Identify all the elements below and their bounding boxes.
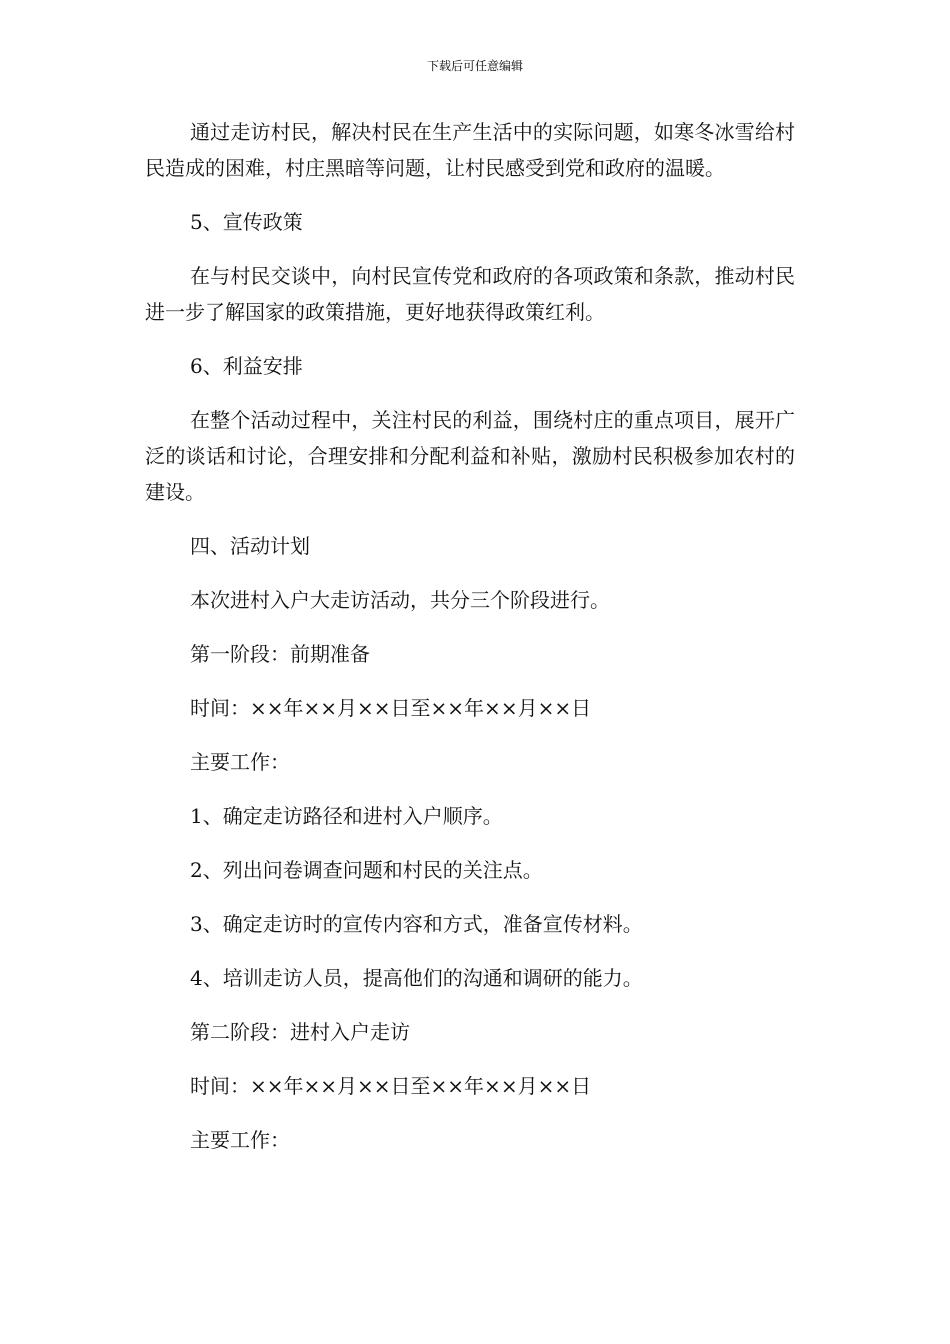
stage-two-time: 时间：××年××月××日至××年××月××日 [190,1074,592,1098]
heading-stage-two: 第二阶段：进村入户走访 [190,1020,410,1044]
paragraph-visit-solve-problems: 通过走访村民，解决村民在生产生活中的实际问题，如寒冬冰雪给村民造成的困难，村庄黑暗等问题，让村民感受到党和政府的温暖。 [145,120,795,180]
paragraph-plan-overview: 本次进村入户大走访活动，共分三个阶段进行。 [190,588,610,612]
stage-two-main-work-label: 主要工作： [190,1128,290,1152]
paragraph-publicize-policy: 在与村民交谈中，向村民宣传党和政府的各项政策和条款，推动村民进一步了解国家的政策措施，更好地获得政策红利。 [145,264,795,324]
paragraph-interest-arrangement: 在整个活动过程中，关注村民的利益，围绕村庄的重点项目，展开广泛的谈话和讨论，合理安排和分配利益和补贴，激励村民积极参加农村的建设。 [145,408,795,504]
stage-one-task-3: 3、确定走访时的宣传内容和方式，准备宣传材料。 [190,912,643,936]
stage-one-time: 时间：××年××月××日至××年××月××日 [190,696,592,720]
document-body [145,114,795,1176]
stage-one-task-4: 4、培训走访人员，提高他们的沟通和调研的能力。 [190,966,643,990]
stage-one-task-2: 2、列出问卷调查问题和村民的关注点。 [190,858,543,882]
heading-publicize-policy: 5、宣传政策 [190,210,303,234]
page-header: 下载后可任意编辑 [426,59,523,73]
stage-one-task-1: 1、确定走访路径和进村入户顺序。 [190,804,503,828]
stage-one-main-work-label: 主要工作： [190,750,290,774]
heading-stage-one: 第一阶段：前期准备 [190,642,370,666]
heading-interest-arrangement: 6、利益安排 [190,354,303,378]
heading-activity-plan: 四、活动计划 [190,534,310,558]
